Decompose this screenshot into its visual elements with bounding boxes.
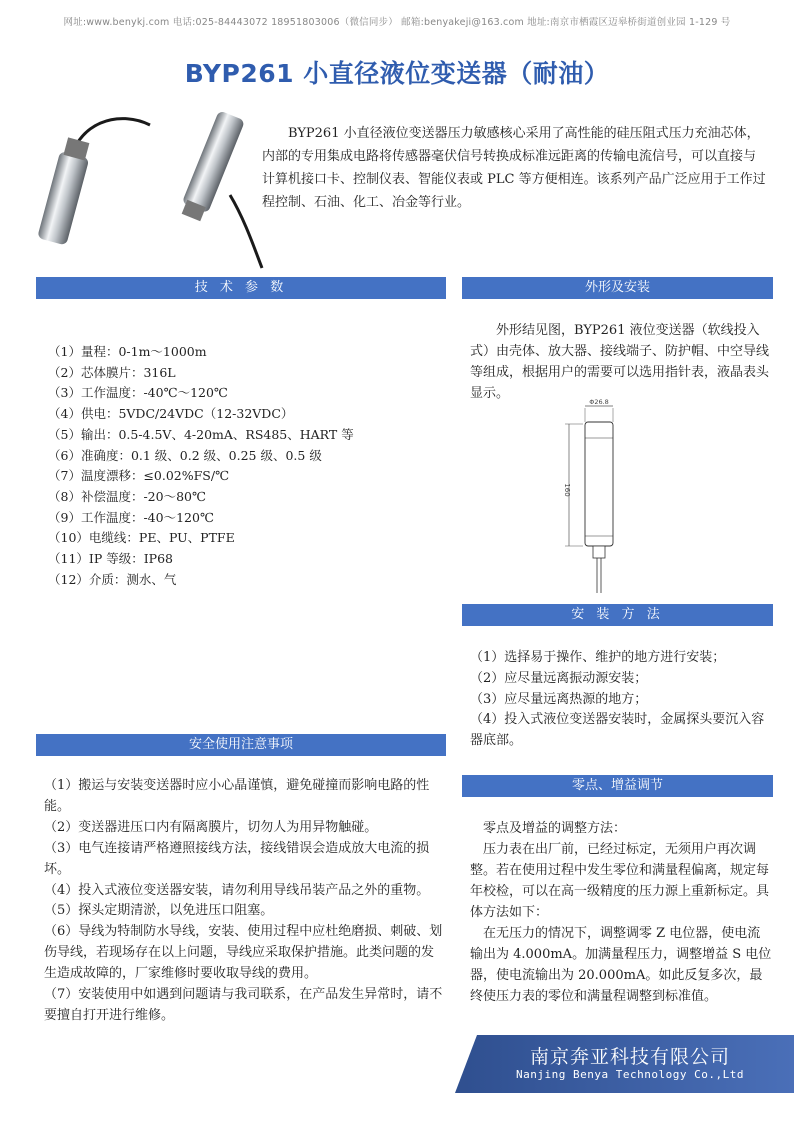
list-item: （4）供电：5VDC/24VDC（12-32VDC） xyxy=(48,406,294,422)
list-item: （7）安装使用中如遇到问题请与我司联系，在产品发生异常时，请不要擅自打开进行维修。 xyxy=(44,987,443,1023)
list-item: （5）探头定期清淤，以免进压口阻塞。 xyxy=(44,903,274,919)
shape-paragraph: 外形结见图，BYP261 液位变送器（软线投入式）由壳体、放大器、接线端子、防护帽、中空导线等组成，根据用户的需要可以选用指针表，液晶表头显示。 xyxy=(470,323,770,401)
list-item: （6）准确度：0.1 级、0.2 级、0.25 级、0.5 级 xyxy=(48,447,322,463)
dim-length-label: 160 xyxy=(563,483,571,497)
zero-gain-paragraph: 零点及增益的调整方法： xyxy=(483,821,627,836)
list-item: （10）电缆线：PE、PU、PTFE xyxy=(48,530,235,546)
probe-body-right xyxy=(182,110,245,213)
contact-line: 网址:www.benykj.com 电话:025-84443072 18951803006（微信同步） 邮箱:benyakeji@163.com 地址:南京市栖霞区迈皋桥街道创业园 1-129 号 xyxy=(63,17,731,28)
drawing-probe-body xyxy=(585,422,613,546)
install-list xyxy=(470,648,772,752)
list-item: （3）应尽量远离热源的地方； xyxy=(470,691,648,707)
tech-params-list xyxy=(48,342,354,590)
zero-gain-text xyxy=(470,818,772,1007)
list-item: （1）搬运与安装变送器时应小心晶谨慎，避免碰撞而影响电路的性能。 xyxy=(44,778,430,814)
dimension-drawing xyxy=(555,398,635,598)
list-item: （2）应尽量远离振动源安装； xyxy=(470,670,648,686)
section-bar-safety: 安全使用注意事项 xyxy=(36,734,446,756)
list-item: （7）温度漂移：≤0.02%FS/℃ xyxy=(48,468,230,484)
company-name-en: Nanjing Benya Technology Co.,Ltd xyxy=(516,1068,744,1081)
probe-body-left xyxy=(37,151,89,246)
list-item: （9）工作温度：-40～120℃ xyxy=(48,509,214,525)
intro-paragraph: BYP261 小直径液位变送器压力敏感核心采用了高性能的硅压阻式压力充油芯体，内部的专用集成电路将传感器毫伏信号转换成标准远距离的传输电流信号，可以直接与计算机接口卡、控制仪表、智能仪表或 PLC 等方便相连。该系列产品广泛应用于工作过程控制、石油、化工、冶金等行业。 xyxy=(262,126,766,210)
safety-list xyxy=(44,776,444,1027)
list-item: （11）IP 等级：IP68 xyxy=(48,551,173,567)
section-bar-zero-gain: 零点、增益调节 xyxy=(462,775,773,797)
list-item: （2）芯体膜片：316L xyxy=(48,364,176,380)
list-item: （6）导线为特制防水导线，安装、使用过程中应杜绝磨损、刺破、划伤导线，若现场存在以上问题，导线应采取保护措施。此类问题的发生造成故障的，厂家维修时要收取导线的费用。 xyxy=(44,924,443,982)
list-item: （12）介质：测水、气 xyxy=(48,571,177,587)
drawing-cable xyxy=(597,558,601,593)
zero-gain-paragraph: 压力表在出厂前，已经过标定，无须用户再次调整。若在使用过程中发生零位和满量程偏离，规定每年校检，可以在高一级精度的压力源上重新标定。具体方法如下： xyxy=(470,842,770,920)
section-bar-shape: 外形及安装 xyxy=(462,277,773,299)
zero-gain-paragraph: 在无压力的情况下，调整调零 Z 电位器，使电流输出为 4.000mA。加满量程压力，调整增益 S 电位器，使电流输出为 20.000mA。如此反复多次，最终使压力表的零位和满量程调整到标准值。 xyxy=(470,926,772,1004)
list-item: （3）工作温度：-40℃～120℃ xyxy=(48,385,228,401)
section-bar-install: 安 装 方 法 xyxy=(462,604,773,626)
list-item: （1）选择易于操作、维护的地方进行安装； xyxy=(470,650,726,665)
list-item: （4）投入式液位变送器安装，请勿利用导线吊装产品之外的重物。 xyxy=(44,882,430,898)
company-name-cn: 南京奔亚科技有限公司 xyxy=(529,1046,730,1068)
list-item: （2）变送器进压口内有隔离膜片，切勿人为用异物触碰。 xyxy=(44,819,378,835)
dim-diameter-label: Φ26.8 xyxy=(589,398,609,406)
product-photo xyxy=(30,100,265,270)
list-item: （4）投入式液位变送器安装时，金属探头要沉入容器底部。 xyxy=(470,712,765,749)
list-item: （5）输出：0.5-4.5V、4-20mA、RS485、HART 等 xyxy=(48,426,354,442)
list-item: （3）电气连接请严格遵照接线方法，接线错误会造成放大电流的损坏。 xyxy=(44,840,430,877)
list-item: （8）补偿温度：-20～80℃ xyxy=(48,488,206,504)
cable-right xyxy=(230,195,262,268)
drawing-cable-gland xyxy=(593,546,605,558)
list-item: （1）量程：0-1m～1000m xyxy=(48,344,207,359)
page-title: BYP261 小直径液位变送器（耐油） xyxy=(184,59,610,88)
section-bar-tech-params: 技 术 参 数 xyxy=(36,277,446,299)
